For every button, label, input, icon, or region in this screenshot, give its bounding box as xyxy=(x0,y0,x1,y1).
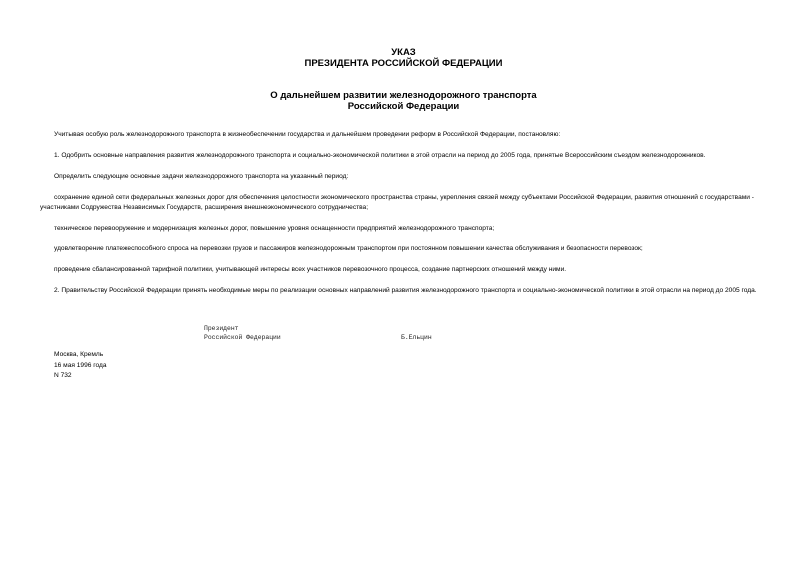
signature-name: Б.Ельцин xyxy=(401,334,432,341)
signature-position-line-1: Президент xyxy=(204,325,239,332)
decree-number: N 732 xyxy=(54,372,72,379)
title-line-decree: УКАЗ xyxy=(391,47,416,58)
paragraph-task-tariff: проведение сбалансированной тарифной политики, учитывающей интересы всех участников перевозочного процесса, создание партнерских отношений между ними. xyxy=(54,266,567,273)
paragraph-task-modernization: техническое перевооружение и модернизация железных дорог, повышение уровня оснащенности предприятий железнодорожного транспорта; xyxy=(54,225,495,232)
paragraph-task-demand: удовлетворение платежеспособного спроса на перевозки грузов и пассажиров железнодорожным транспортом при постоянном повышении качества обслуживания и безопасности перевозок; xyxy=(54,245,643,252)
title-line-president: ПРЕЗИДЕНТА РОССИЙСКОЙ ФЕДЕРАЦИИ xyxy=(304,58,503,69)
subtitle-line-2: Российской Федерации xyxy=(347,101,460,112)
paragraph-task-network: сохранение единой сети федеральных железных дорог для обеспечения целостности экономического пространства страны, укрепления связей между субъектами Российской Федерации, развития отношений с государствами - участниками Содружества Независимых Государств, расширения внешнеэкономического сотрудничества; xyxy=(40,194,754,211)
document-subtitle xyxy=(0,90,807,112)
paragraph-item-2: 2. Правительству Российской Федерации принять необходимые меры по реализации основных направлений развития железнодорожного транспорта и социально-экономической политики в этой отрасли на период до 2005 года. xyxy=(54,287,757,294)
place-text: Москва, Кремль xyxy=(54,351,104,358)
document-title xyxy=(0,47,807,69)
paragraph-item-1: 1. Одобрить основные направления развития железнодорожного транспорта и социально-экономической политики в этой отрасли на период до 2005 года, принятые Всероссийским съездом железнодорожников. xyxy=(54,152,706,159)
paragraph-tasks-intro: Определить следующие основные задачи железнодорожного транспорта на указанный период: xyxy=(54,173,349,180)
paragraph-preamble: Учитывая особую роль железнодорожного транспорта в жизнеобеспечении государства и дальнейшем проведении реформ в Российской Федерации, постановляю: xyxy=(54,131,561,138)
signature-position-line-2: Российской Федерации xyxy=(204,334,281,341)
place-date-block xyxy=(54,350,107,382)
date-text: 16 мая 1996 года xyxy=(54,361,107,369)
signature-position xyxy=(204,324,504,342)
subtitle-line-1: О дальнейшем развитии железнодорожного транспорта xyxy=(270,90,537,101)
